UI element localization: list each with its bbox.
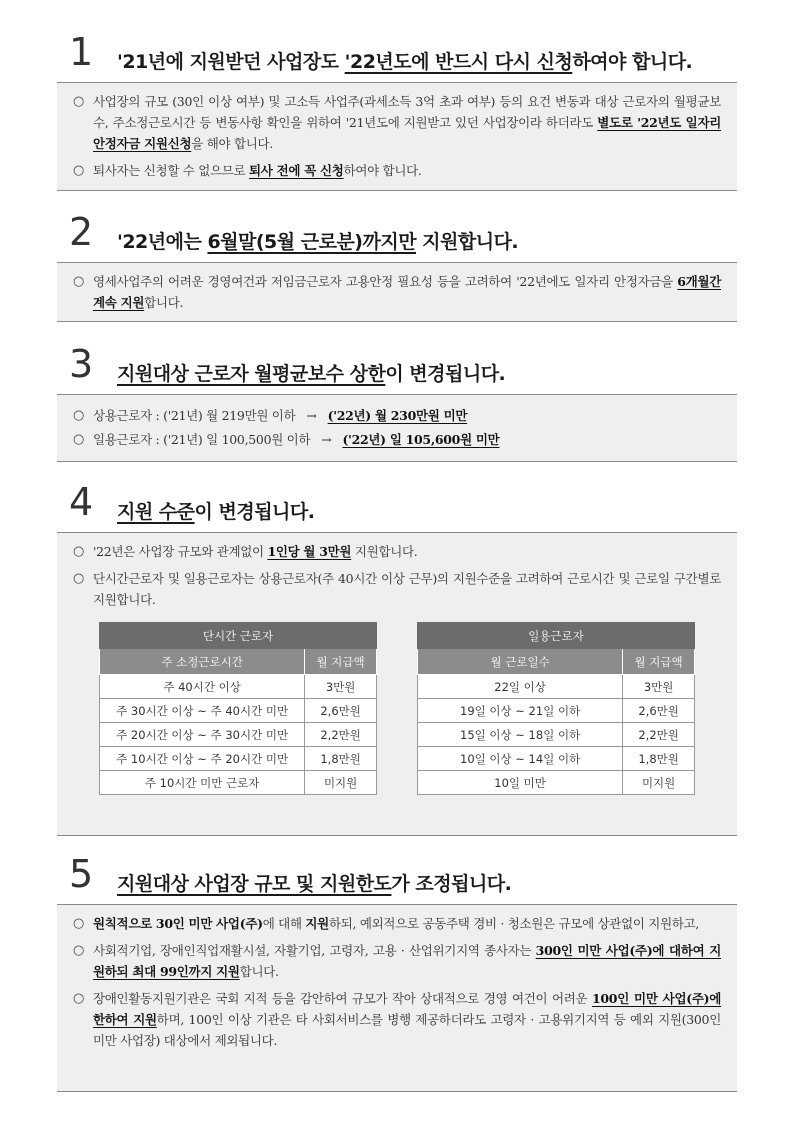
- column-header: 월 지급액: [623, 649, 695, 675]
- table-cell: 주 10시간 미만 근로자: [100, 771, 305, 795]
- table-cell: 주 10시간 이상 ~ 주 20시간 미만: [100, 747, 305, 771]
- table-row: [100, 699, 377, 723]
- table-row: [418, 771, 695, 795]
- table-row: [100, 747, 377, 771]
- section-1-body: [57, 82, 737, 191]
- section-3-body: [57, 394, 737, 462]
- table-cell: 3만원: [305, 675, 377, 699]
- bullet-item: ○ 일용근로자 : ('21년) 일 100,500원 이하 → ('22년) 일 105,600원 미만: [73, 429, 721, 450]
- section-number: 2: [69, 210, 94, 254]
- section-title: 지원대상 근로자 월평균보수 상한이 변경됩니다.: [117, 363, 506, 385]
- column-header: 월 근로일수: [418, 649, 623, 675]
- table-caption: 일용근로자: [418, 623, 695, 649]
- table-cell: 주 20시간 이상 ~ 주 30시간 미만: [100, 723, 305, 747]
- section-number: 5: [69, 852, 94, 896]
- circle-bullet-icon: ○: [73, 943, 85, 958]
- section-number: 1: [69, 30, 94, 74]
- section-3-header: [57, 342, 737, 392]
- circle-bullet-icon: ○: [73, 163, 85, 178]
- table-cell: 2,2만원: [305, 723, 377, 747]
- section-4-body: [57, 532, 737, 836]
- section-number: 3: [69, 342, 94, 386]
- daily-worker-table: [417, 622, 695, 795]
- table-row: [100, 723, 377, 747]
- table-row: [418, 699, 695, 723]
- circle-bullet-icon: ○: [73, 916, 85, 931]
- table-caption: 단시간 근로자: [100, 623, 377, 649]
- table-cell: 19일 이상 ~ 21일 이하: [418, 699, 623, 723]
- section-title: 지원대상 사업장 규모 및 지원한도가 조정됩니다.: [117, 873, 512, 895]
- section-4-header: [57, 480, 737, 530]
- section-5-header: [57, 852, 737, 902]
- support-tables: [73, 622, 721, 817]
- table-row: [100, 771, 377, 795]
- column-header: 주 소정근로시간: [100, 649, 305, 675]
- section-number: 4: [69, 480, 94, 524]
- table-cell: 10일 미만: [418, 771, 623, 795]
- bullet-item: ○ 퇴사자는 신청할 수 없으므로 퇴사 전에 꼭 신청하여야 합니다.: [73, 160, 721, 181]
- circle-bullet-icon: ○: [73, 991, 85, 1006]
- bullet-item: ○ '22년은 사업장 규모와 관계없이 1인당 월 3만원 지원합니다.: [73, 541, 721, 562]
- circle-bullet-icon: ○: [73, 274, 85, 289]
- table-cell: 1,8만원: [305, 747, 377, 771]
- section-2-body: [57, 262, 737, 322]
- bullet-item: ○ 사회적기업, 장애인직업재활시설, 자활기업, 고령자, 고용 · 산업위기지역 종사자는 300인 미만 사업(주)에 대하여 지원하되 최대 99인까지 지원합니다.: [73, 940, 721, 982]
- circle-bullet-icon: ○: [73, 408, 85, 423]
- table-row: [418, 675, 695, 699]
- table-cell: 주 40시간 이상: [100, 675, 305, 699]
- bullet-item: ○ 사업장의 규모 (30인 이상 여부) 및 고소득 사업주(과세소득 3억 초과 여부) 등의 요건 변동과 대상 근로자의 월평균보수, 주소정근로시간 등 변동사항 확인을 위하여 '21년도에 지원받고 있던 사업장이라 하더라도 별도로 '22년도 일자리 안정자금 지원신청을 해야 합니다.: [73, 91, 721, 154]
- table-cell: 22일 이상: [418, 675, 623, 699]
- circle-bullet-icon: ○: [73, 571, 85, 586]
- circle-bullet-icon: ○: [73, 94, 85, 109]
- section-5-body: [57, 904, 737, 1092]
- table-cell: 15일 이상 ~ 18일 이하: [418, 723, 623, 747]
- table-row: [100, 675, 377, 699]
- circle-bullet-icon: ○: [73, 544, 85, 559]
- section-title: '21년에 지원받던 사업장도 '22년도에 반드시 다시 신청하여야 합니다.: [117, 51, 693, 73]
- table-cell: 3만원: [623, 675, 695, 699]
- bullet-item: ○ 장애인활동지원기관은 국회 지적 등을 감안하여 규모가 작아 상대적으로 경영 여건이 어려운 100인 미만 사업(주)에 한하여 지원하며, 100인 이상 기관은 타 사회서비스를 병행 제공하더라도 고령자 · 고용위기지역 등 예외 지원(300인 미만 사업장) 대상에서 제외됩니다.: [73, 988, 721, 1051]
- table-cell: 미지원: [623, 771, 695, 795]
- section-title: 지원 수준이 변경됩니다.: [117, 501, 315, 523]
- part-time-table: [99, 622, 377, 795]
- section-2-header: [57, 210, 737, 260]
- section-1-header: [57, 30, 737, 80]
- table-cell: 2,6만원: [305, 699, 377, 723]
- column-header: 월 지급액: [305, 649, 377, 675]
- bullet-item: ○ 상용근로자 : ('21년) 월 219만원 이하 → ('22년) 월 230만원 미만: [73, 405, 721, 426]
- table-cell: 10일 이상 ~ 14일 이하: [418, 747, 623, 771]
- table-row: [418, 723, 695, 747]
- table-cell: 주 30시간 이상 ~ 주 40시간 미만: [100, 699, 305, 723]
- table-cell: 1,8만원: [623, 747, 695, 771]
- table-row: [418, 747, 695, 771]
- section-title: '22년에는 6월말(5월 근로분)까지만 지원합니다.: [117, 231, 519, 253]
- table-cell: 2,2만원: [623, 723, 695, 747]
- circle-bullet-icon: ○: [73, 432, 85, 447]
- bullet-item: ○ 단시간근로자 및 일용근로자는 상용근로자(주 40시간 이상 근무)의 지원수준을 고려하여 근로시간 및 근로일 구간별로 지원합니다.: [73, 568, 721, 610]
- bullet-item: ○ 원칙적으로 30인 미만 사업(주)에 대해 지원하되, 예외적으로 공동주택 경비 · 청소원은 규모에 상관없이 지원하고,: [73, 913, 721, 934]
- table-cell: 2,6만원: [623, 699, 695, 723]
- bullet-item: ○ 영세사업주의 어려운 경영여건과 저임금근로자 고용안정 필요성 등을 고려하여 '22년에도 일자리 안정자금을 6개월간 계속 지원합니다.: [73, 271, 721, 313]
- table-cell: 미지원: [305, 771, 377, 795]
